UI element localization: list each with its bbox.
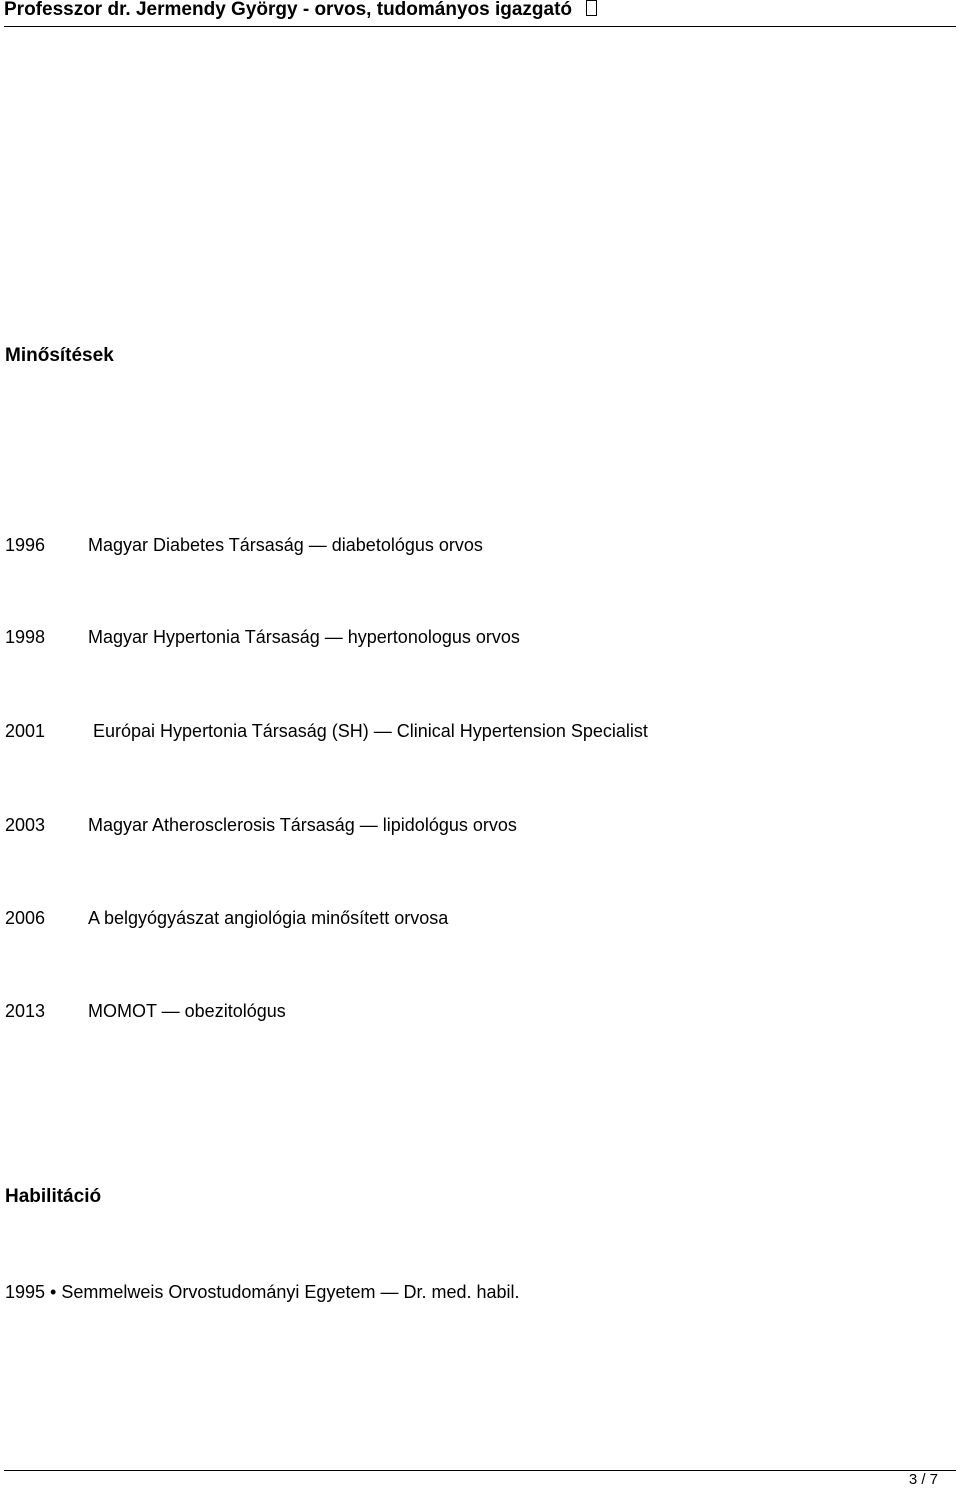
section-heading-habilitacio: Habilitáció <box>5 1186 102 1207</box>
section-heading-minositesek: Minősítések <box>5 345 114 366</box>
page-number: 3 / 7 <box>908 1471 938 1488</box>
habilitation-entry: 1995 • Semmelweis Orvostudományi Egyetem — Dr. med. habil. <box>5 1282 520 1302</box>
qualification-entry <box>5 534 483 556</box>
header-title-row <box>4 0 597 21</box>
qualification-text: Magyar Atherosclerosis Társaság — lipidológus orvos <box>88 815 517 835</box>
qualification-year: 2006 <box>5 908 46 928</box>
qualification-year: 1998 <box>5 627 46 647</box>
qualification-text: Magyar Diabetes Társaság — diabetológus orvos <box>88 535 483 555</box>
qualification-text: Európai Hypertonia Társaság (SH) — Clinical Hypertension Specialist <box>93 721 648 741</box>
footer-divider <box>4 1470 956 1471</box>
header-title: Professzor dr. Jermendy György - orvos, tudományos igazgató <box>4 0 573 20</box>
qualification-year: 2003 <box>5 815 46 835</box>
qualification-entry <box>5 720 648 742</box>
qualification-year: 1996 <box>5 535 46 555</box>
qualification-entry <box>5 907 448 929</box>
page-header <box>4 0 956 27</box>
qualification-text: MOMOT — obezitológus <box>88 1001 286 1021</box>
qualification-year: 2001 <box>5 721 46 741</box>
qualification-entry <box>5 1000 286 1022</box>
missing-glyph-icon <box>586 0 597 16</box>
qualification-entry <box>5 814 517 836</box>
qualification-text: A belgyógyászat angiológia minősített orvosa <box>88 908 449 928</box>
qualification-year: 2013 <box>5 1001 46 1021</box>
qualification-entry <box>5 626 520 648</box>
qualification-text: Magyar Hypertonia Társaság — hypertonologus orvos <box>88 627 520 647</box>
